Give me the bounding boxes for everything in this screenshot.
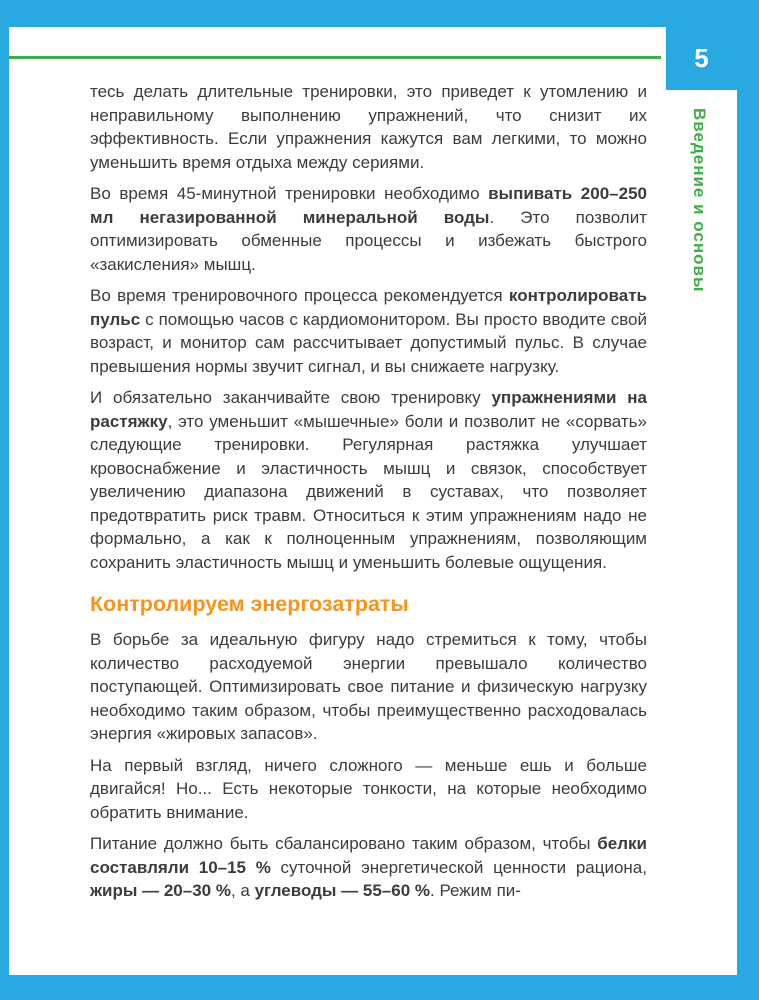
- text-run: . Режим пи-: [430, 881, 521, 900]
- page-number: 5: [694, 43, 709, 73]
- section-heading: [90, 591, 647, 617]
- text-run: Питание должно быть сбалансировано таким образом, чтобы: [90, 834, 598, 853]
- text-run: тесь делать длительные тренировки, это приведет к утомлению и неправильному выполнению упражнений, что снизит их эффективность. Если упражнения кажутся вам легкими, то можно уменьшить время отдыха между сериями.: [90, 82, 647, 172]
- frame-bottom: [0, 975, 759, 1000]
- text-run: На первый взгляд, ничего сложного — меньше ешь и больше двигайся! Но... Есть некоторые тонкости, на которые необходимо обратить внимание.: [90, 755, 647, 822]
- paragraph: [90, 284, 647, 378]
- chapter-sidebar-title: Введение и основы: [690, 108, 709, 293]
- frame-right: [737, 0, 759, 1000]
- bold-text-run: белки составляли 10–15 %: [90, 834, 647, 877]
- text-run: суточной энергетической ценности рациона,: [270, 857, 647, 877]
- paragraph: [90, 80, 647, 174]
- frame-top: [0, 0, 759, 27]
- text-run: В борьбе за идеальную фигуру надо стремиться к тому, чтобы количество расходуемой энергии превышало количество поступающей. Оптимизировать свое питание и физическую нагрузку необходимо таким образом, чтобы преимущественно расходовалась энергия «жировых запасов».: [90, 630, 647, 743]
- body-text: [90, 80, 647, 903]
- bold-text-run: упражнениями на растяжку: [90, 388, 647, 431]
- text-run: И обязательно заканчивайте свою тренировку: [90, 388, 492, 407]
- bold-text-run: жиры — 20–30 %: [90, 881, 231, 900]
- text-run: , это уменьшит «мышечные» боли и позволит не «сорвать» следующие тренировки. Регулярная растяжка улучшает кровоснабжение и эластичность мышц и связок, способствует увеличению диапазона движений в суставах, что позволяет предотвратить риск травм. Относиться к этим упражнениям надо не формально, а как к полноценным упражнениям, позволяющим сохранить эластичность мышц и уменьшить болевые ощущения.: [90, 411, 647, 572]
- text-run: с помощью часов с кардиомонитором. Вы просто вводите свой возраст, и монитор сам рассчитывает допустимый пульс. В случае превышения нормы звучит сигнал, и вы снижаете нагрузку.: [90, 309, 647, 376]
- bold-text-run: углеводы — 55–60 %: [254, 881, 430, 900]
- paragraph: [90, 182, 647, 276]
- bold-text-run: выпивать 200–250 мл негазированной минеральной воды: [90, 184, 647, 227]
- frame-left: [0, 0, 9, 1000]
- text-run: , а: [230, 881, 255, 900]
- text-run: . Это позволит оптимизировать обменные процессы и избежать быстрого «закисления» мышц.: [90, 207, 647, 274]
- header-rule: [9, 56, 661, 59]
- text-run: Контролируем энергозатраты: [90, 592, 409, 616]
- bold-text-run: контролировать пульс: [90, 286, 647, 329]
- paragraph: [90, 386, 647, 574]
- paragraph: [90, 832, 647, 903]
- text-run: Во время 45-минутной тренировки необходимо: [90, 184, 489, 203]
- paragraph: [90, 628, 647, 746]
- page-number-tab: [666, 27, 737, 90]
- text-run: Во время тренировочного процесса рекомендуется: [90, 286, 509, 305]
- paragraph: [90, 754, 647, 825]
